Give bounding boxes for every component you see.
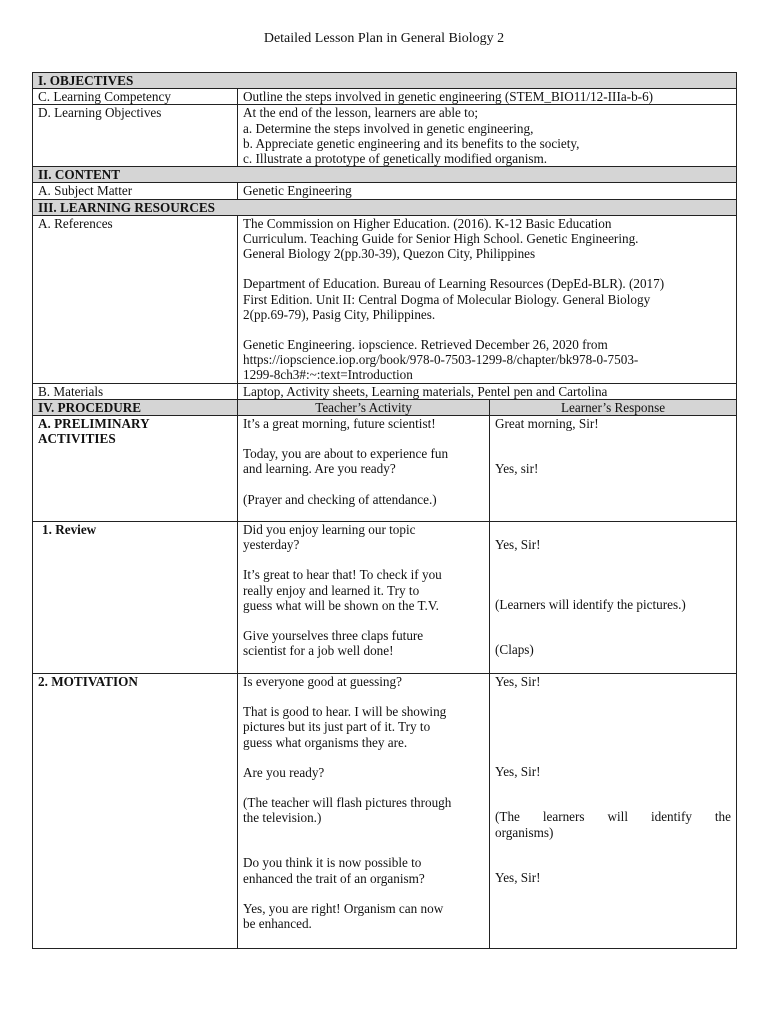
phase-label: A. PRELIMINARY bbox=[38, 416, 150, 432]
teacher-line: pictures but its just part of it. Try to bbox=[243, 719, 431, 735]
content-section-header bbox=[33, 167, 737, 183]
materials-row bbox=[33, 383, 737, 399]
row-value bbox=[238, 105, 737, 167]
teacher-line: It’s great to hear that! To check if you bbox=[243, 567, 442, 583]
learning-competency-row bbox=[33, 89, 737, 105]
row-value: Outline the steps involved in genetic engineering (STEM_BIO11/12-IIIa-b-6) bbox=[238, 89, 737, 105]
procedure-section-header bbox=[33, 399, 737, 415]
learner-line: Yes, Sir! bbox=[495, 764, 541, 780]
teacher-line: be enhanced. bbox=[243, 916, 312, 932]
row-value bbox=[238, 215, 737, 383]
subject-matter-row bbox=[33, 183, 737, 199]
objectives-section-header bbox=[33, 73, 737, 89]
teacher-activity-header: Teacher’s Activity bbox=[238, 399, 490, 415]
objective-line: At the end of the lesson, learners are able to; bbox=[243, 105, 479, 121]
motivation-row bbox=[33, 674, 737, 949]
row-value: Laptop, Activity sheets, Learning materials, Pentel pen and Cartolina bbox=[238, 383, 737, 399]
learner-response-header: Learner’s Response bbox=[490, 399, 737, 415]
reference-link[interactable]: 1299-8ch3#:~:text=Introduction bbox=[243, 367, 413, 383]
learner-response-cell bbox=[490, 522, 737, 674]
section-heading: III. LEARNING RESOURCES bbox=[33, 199, 737, 215]
row-label bbox=[33, 522, 238, 674]
teacher-line: Today, you are about to experience fun bbox=[243, 446, 449, 462]
learner-response-cell bbox=[490, 416, 737, 522]
teacher-line: and learning. Are you ready? bbox=[243, 461, 396, 477]
teacher-activity-cell bbox=[238, 522, 490, 674]
row-label: C. Learning Competency bbox=[33, 89, 238, 105]
teacher-line: yesterday? bbox=[243, 537, 300, 553]
row-label: B. Materials bbox=[33, 383, 238, 399]
teacher-line: Are you ready? bbox=[243, 764, 325, 780]
teacher-line: guess what will be shown on the T.V. bbox=[243, 597, 439, 613]
reference-link[interactable]: https://iopscience.iop.org/book/978-0-7503-1299-8/chapter/bk978-0-7503- bbox=[243, 352, 639, 368]
resources-section-header bbox=[33, 199, 737, 215]
references-row bbox=[33, 215, 737, 383]
learner-line: Yes, sir! bbox=[495, 461, 539, 477]
reference-line: Curriculum. Teaching Guide for Senior High School. Genetic Engineering. bbox=[243, 231, 639, 247]
teacher-line: That is good to hear. I will be showing bbox=[243, 704, 447, 720]
reference-line: The Commission on Higher Education. (2016). K-12 Basic Education bbox=[243, 215, 612, 231]
learner-line: Great morning, Sir! bbox=[495, 416, 599, 432]
teacher-line: Is everyone good at guessing? bbox=[243, 674, 402, 690]
learner-line: (The learners will identify the bbox=[495, 809, 732, 825]
reference-line: Department of Education. Bureau of Learning Resources (DepEd-BLR). (2017) bbox=[243, 276, 665, 292]
row-label: A. Subject Matter bbox=[33, 183, 238, 199]
row-label: D. Learning Objectives bbox=[33, 105, 238, 167]
teacher-line: really enjoy and learned it. Try to bbox=[243, 582, 420, 598]
teacher-line: Did you enjoy learning our topic bbox=[243, 522, 416, 538]
phase-label: 1. Review bbox=[42, 522, 97, 538]
reference-line: 2(pp.69-79), Pasig City, Philippines. bbox=[243, 306, 436, 322]
teacher-line: Yes, you are right! Organism can now bbox=[243, 900, 444, 916]
document-title: Detailed Lesson Plan in General Biology 2 bbox=[263, 31, 505, 46]
row-label bbox=[33, 674, 238, 949]
learning-objectives-row bbox=[33, 105, 737, 167]
reference-line: First Edition. Unit II: Central Dogma of Molecular Biology. General Biology bbox=[243, 291, 651, 307]
learner-line: Yes, Sir! bbox=[495, 674, 541, 690]
section-heading: IV. PROCEDURE bbox=[33, 399, 238, 415]
teacher-line: Give yourselves three claps future bbox=[243, 628, 424, 644]
row-label: A. References bbox=[33, 215, 238, 383]
teacher-line: (Prayer and checking of attendance.) bbox=[243, 491, 437, 507]
teacher-line: (The teacher will flash pictures through bbox=[243, 795, 452, 811]
lesson-plan-table bbox=[32, 72, 737, 949]
section-heading: II. CONTENT bbox=[33, 167, 737, 183]
objective-line: a. Determine the steps involved in genetic engineering, bbox=[243, 120, 534, 136]
teacher-activity-cell bbox=[238, 416, 490, 522]
row-value: Genetic Engineering bbox=[238, 183, 737, 199]
phase-label: 2. MOTIVATION bbox=[38, 674, 138, 690]
learner-line: (Learners will identify the pictures.) bbox=[495, 597, 686, 613]
teacher-line: Do you think it is now possible to bbox=[243, 855, 422, 871]
row-label bbox=[33, 416, 238, 522]
objective-line: b. Appreciate genetic engineering and its benefits to the society, bbox=[243, 135, 580, 151]
review-row bbox=[33, 522, 737, 674]
reference-line: General Biology 2(pp.30-39), Quezon City, Philippines bbox=[243, 246, 536, 262]
learner-line: organisms) bbox=[495, 824, 554, 840]
teacher-activity-cell bbox=[238, 674, 490, 949]
teacher-line: It’s a great morning, future scientist! bbox=[243, 416, 436, 432]
learner-line: Yes, Sir! bbox=[495, 537, 541, 553]
section-heading: I. OBJECTIVES bbox=[33, 73, 737, 89]
reference-line: Genetic Engineering. iopscience. Retrieved December 26, 2020 from bbox=[243, 337, 608, 353]
teacher-line: the television.) bbox=[243, 810, 322, 826]
objective-line: c. Illustrate a prototype of genetically modified organism. bbox=[243, 151, 548, 167]
learner-line: (Claps) bbox=[495, 642, 534, 658]
learner-response-cell bbox=[490, 674, 737, 949]
phase-label: ACTIVITIES bbox=[38, 431, 116, 447]
teacher-line: guess what organisms they are. bbox=[243, 734, 408, 750]
teacher-line: enhanced the trait of an organism? bbox=[243, 870, 425, 886]
teacher-line: scientist for a job well done! bbox=[243, 643, 394, 659]
learner-line: Yes, Sir! bbox=[495, 869, 541, 885]
preliminary-activities-row bbox=[33, 416, 737, 522]
